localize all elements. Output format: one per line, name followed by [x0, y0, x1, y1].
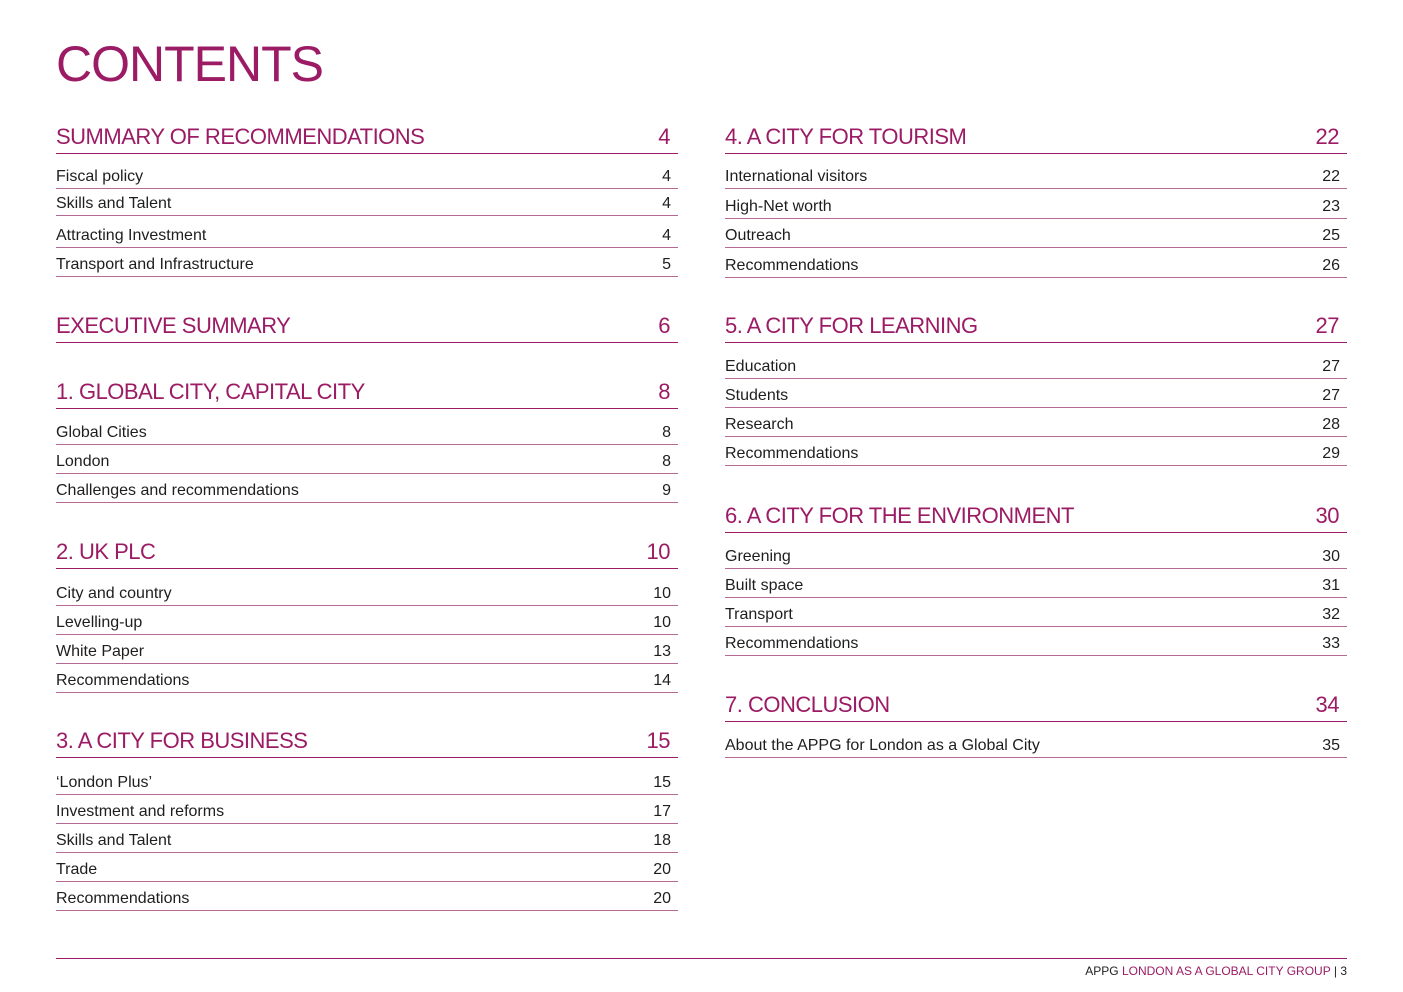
- toc-section-business: [56, 730, 678, 911]
- toc-section-tourism: [725, 126, 1347, 278]
- entry-page: 31: [1322, 577, 1340, 594]
- entry-page: 30: [1322, 548, 1340, 565]
- toc-entry[interactable]: [56, 248, 678, 277]
- toc-entry[interactable]: [725, 437, 1347, 466]
- entry-page: 8: [662, 453, 671, 470]
- toc-entry[interactable]: [725, 353, 1347, 379]
- toc-entry[interactable]: [56, 419, 678, 445]
- section-page: 22: [1315, 124, 1339, 149]
- entry-label: Attracting Investment: [56, 227, 207, 244]
- toc-entry[interactable]: [725, 379, 1347, 408]
- entry-page: 4: [662, 195, 671, 212]
- section-heading[interactable]: [56, 541, 678, 569]
- entry-page: 20: [653, 861, 671, 878]
- entry-label: Global Cities: [56, 424, 147, 441]
- entry-page: 10: [653, 614, 671, 631]
- entry-label: Skills and Talent: [56, 195, 172, 212]
- entry-label: Challenges and recommendations: [56, 482, 299, 499]
- footer-org: APPG: [1085, 964, 1119, 978]
- section-page: 34: [1315, 692, 1339, 717]
- entry-label: Recommendations: [725, 635, 859, 652]
- entry-page: 33: [1322, 635, 1340, 652]
- toc-entry[interactable]: [56, 664, 678, 693]
- entry-label: Investment and reforms: [56, 803, 225, 820]
- toc-section-conclusion: [725, 694, 1347, 758]
- entry-page: 5: [662, 256, 671, 273]
- toc-entry[interactable]: [725, 248, 1347, 278]
- entry-label: About the APPG for London as a Global City: [725, 737, 1040, 754]
- toc-entry[interactable]: [725, 732, 1347, 758]
- entry-label: Recommendations: [725, 257, 859, 274]
- footer-separator: |: [1333, 964, 1337, 978]
- footer-group: LONDON AS A GLOBAL CITY GROUP: [1121, 964, 1331, 978]
- entry-page: 35: [1322, 737, 1340, 754]
- entry-label: Research: [725, 416, 794, 433]
- toc-entry[interactable]: [56, 606, 678, 635]
- entry-label: Transport and Infrastructure: [56, 256, 254, 273]
- section-page: 4: [658, 124, 670, 149]
- toc-entry[interactable]: [56, 768, 678, 795]
- section-title: 7. CONCLUSION: [725, 692, 890, 717]
- page-title: CONTENTS: [56, 36, 323, 92]
- entry-page: 32: [1322, 606, 1340, 623]
- toc-entry[interactable]: [725, 219, 1347, 248]
- entry-label: Transport: [725, 606, 793, 623]
- toc-entry[interactable]: [725, 598, 1347, 627]
- entry-label: Greening: [725, 548, 791, 565]
- section-heading[interactable]: [56, 315, 678, 343]
- section-page: 8: [658, 379, 670, 404]
- section-page: 10: [646, 539, 670, 564]
- toc-entry[interactable]: [56, 189, 678, 216]
- toc-entry[interactable]: [56, 445, 678, 474]
- section-title: 5. A CITY FOR LEARNING: [725, 313, 978, 338]
- toc-entry[interactable]: [56, 635, 678, 664]
- entry-page: 4: [662, 227, 671, 244]
- toc-entry[interactable]: [725, 408, 1347, 437]
- entry-label: Built space: [725, 577, 804, 594]
- toc-section-uk-plc: [56, 541, 678, 693]
- toc-section-environment: [725, 505, 1347, 656]
- section-heading[interactable]: [725, 505, 1347, 533]
- entry-label: Recommendations: [56, 890, 190, 907]
- section-heading[interactable]: [725, 694, 1347, 722]
- section-title: 4. A CITY FOR TOURISM: [725, 124, 967, 149]
- section-title: EXECUTIVE SUMMARY: [56, 313, 291, 338]
- entry-page: 26: [1322, 257, 1340, 274]
- entry-page: 18: [653, 832, 671, 849]
- entry-label: International visitors: [725, 168, 868, 185]
- entry-label: Education: [725, 358, 797, 375]
- toc-entry[interactable]: [56, 216, 678, 248]
- page-footer: [1085, 964, 1347, 978]
- section-heading[interactable]: [56, 126, 678, 154]
- entry-label: City and country: [56, 585, 172, 602]
- section-title: 3. A CITY FOR BUSINESS: [56, 728, 308, 753]
- section-heading[interactable]: [56, 730, 678, 758]
- section-page: 30: [1315, 503, 1339, 528]
- entry-label: Students: [725, 387, 789, 404]
- entry-page: 20: [653, 890, 671, 907]
- section-page: 15: [646, 728, 670, 753]
- entry-page: 15: [653, 774, 671, 791]
- toc-section-learning: [725, 315, 1347, 466]
- entry-page: 27: [1322, 387, 1340, 404]
- entry-page: 25: [1322, 227, 1340, 244]
- toc-entry[interactable]: [56, 853, 678, 882]
- entry-page: 28: [1322, 416, 1340, 433]
- toc-entry[interactable]: [56, 795, 678, 824]
- entry-page: 17: [653, 803, 671, 820]
- entry-page: 22: [1322, 168, 1340, 185]
- footer-divider: [56, 958, 1347, 959]
- toc-entry[interactable]: [725, 543, 1347, 569]
- section-title: SUMMARY OF RECOMMENDATIONS: [56, 124, 425, 149]
- entry-label: Trade: [56, 861, 98, 878]
- footer-page-number: 3: [1340, 964, 1347, 978]
- toc-entry[interactable]: [56, 579, 678, 606]
- entry-label: White Paper: [56, 643, 145, 660]
- entry-page: 27: [1322, 358, 1340, 375]
- entry-label: Levelling-up: [56, 614, 143, 631]
- entry-label: Skills and Talent: [56, 832, 172, 849]
- entry-page: 9: [662, 482, 671, 499]
- section-heading[interactable]: [725, 315, 1347, 343]
- entry-page: 13: [653, 643, 671, 660]
- section-heading[interactable]: [725, 126, 1347, 154]
- entry-page: 10: [653, 585, 671, 602]
- toc-entry[interactable]: [56, 164, 678, 189]
- section-page: 27: [1315, 313, 1339, 338]
- toc-entry[interactable]: [56, 882, 678, 911]
- toc-entry[interactable]: [725, 189, 1347, 219]
- section-title: 1. GLOBAL CITY, CAPITAL CITY: [56, 379, 365, 404]
- toc-section-global-city: [56, 381, 678, 503]
- entry-page: 23: [1322, 198, 1340, 215]
- toc-entry[interactable]: [725, 569, 1347, 598]
- section-title: 2. UK PLC: [56, 539, 156, 564]
- entry-label: Recommendations: [56, 672, 190, 689]
- section-page: 6: [658, 313, 670, 338]
- entry-page: 14: [653, 672, 671, 689]
- toc-section-executive-summary: [56, 315, 678, 343]
- entry-label: London: [56, 453, 110, 470]
- entry-page: 29: [1322, 445, 1340, 462]
- toc-entry[interactable]: [56, 824, 678, 853]
- toc-entry[interactable]: [725, 627, 1347, 656]
- section-title: 6. A CITY FOR THE ENVIRONMENT: [725, 503, 1074, 528]
- toc-section-summary: [56, 126, 678, 277]
- entry-page: 4: [662, 168, 671, 185]
- entry-label: Recommendations: [725, 445, 859, 462]
- toc-entry[interactable]: [725, 164, 1347, 189]
- entry-label: Fiscal policy: [56, 168, 144, 185]
- entry-label: ‘London Plus’: [56, 774, 153, 791]
- toc-entry[interactable]: [56, 474, 678, 503]
- section-heading[interactable]: [56, 381, 678, 409]
- entry-label: High-Net worth: [725, 198, 832, 215]
- entry-label: Outreach: [725, 227, 791, 244]
- entry-page: 8: [662, 424, 671, 441]
